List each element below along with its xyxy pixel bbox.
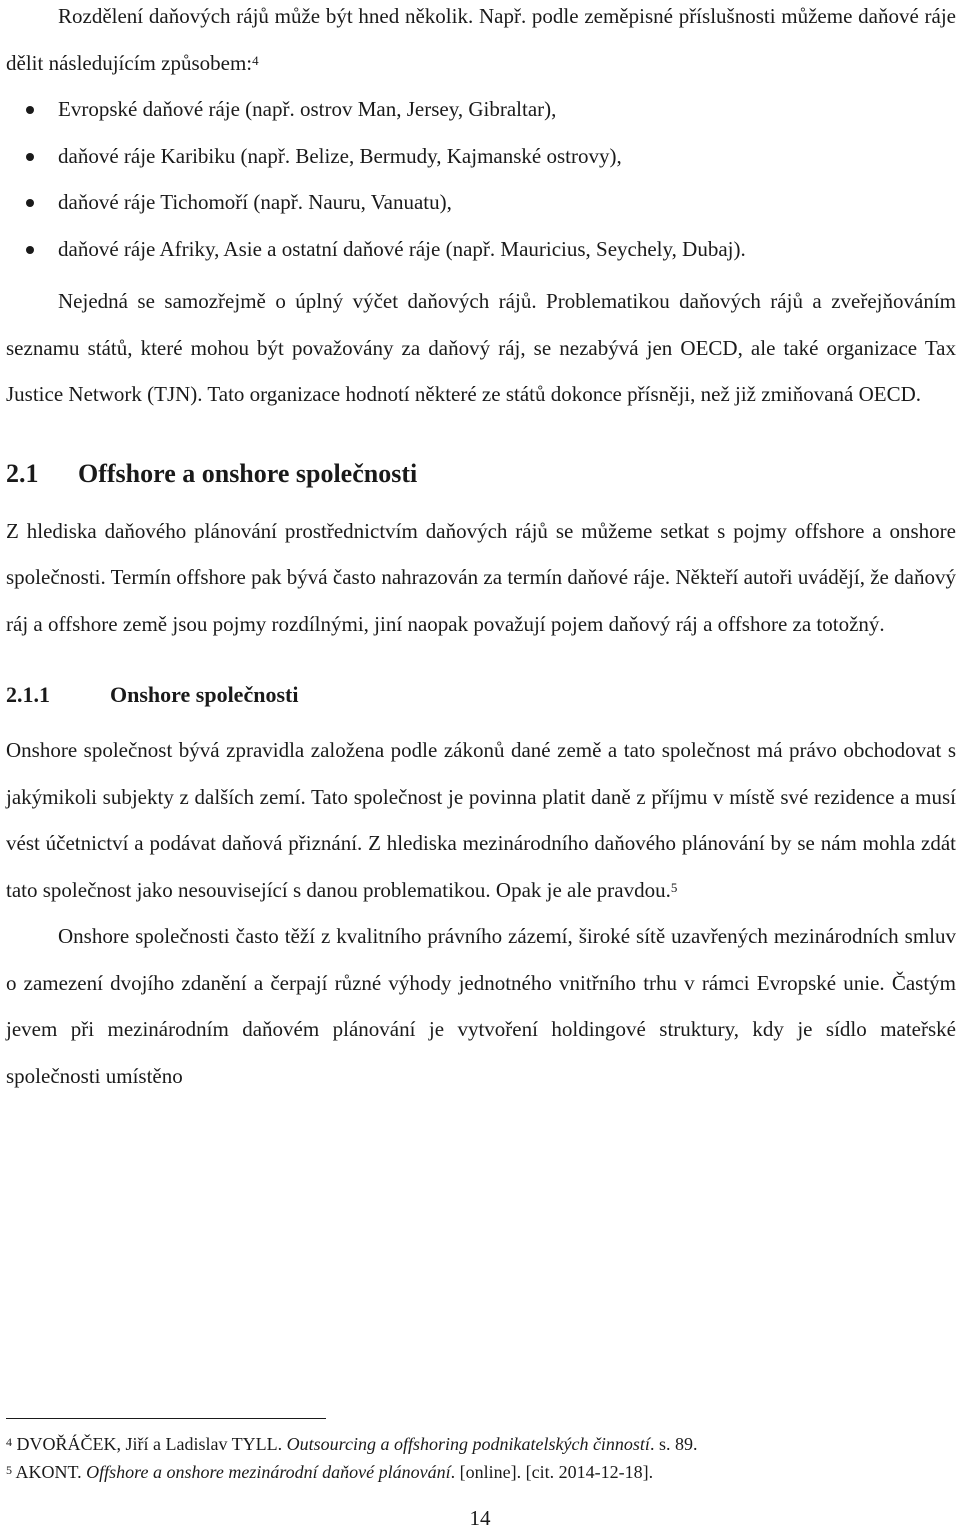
document-page [6,0,956,1099]
intro-paragraph [6,0,956,86]
list-item: Evropské daňové ráje (např. ostrov Man, Jersey, Gibraltar), [6,86,956,133]
list-followup-paragraph: Nejedná se samozřejmě o úplný výčet daňových rájů. Problematikou daňových rájů a zveřejňováním seznamu států, které mohou být považovány za daňový ráj, se nezabývá jen OECD, ale také organizace Tax Justice Network (TJN). Tato organizace hodnotí některé ze států dokonce přísněji, než již zmiňovaná OECD. [6,289,956,406]
list-item: daňové ráje Karibiku (např. Belize, Bermudy, Kajmanské ostrovy), [6,133,956,180]
bullet-icon [26,106,34,114]
page-number: 14 [469,1506,491,1530]
footnotes [6,1430,956,1486]
bullet-icon [26,153,34,161]
subsection-number: 2.1.1 [6,682,50,707]
section-paragraph: Z hlediska daňového plánování prostřednictvím daňových rájů se můžeme setkat s pojmy offshore a onshore společnosti. Termín offshore pak bývá často nahrazován za termín daňové ráje. Někteří autoři uvádějí, že daňový ráj a offshore země jsou pojmy rozdílnými, jiní naopak považují pojem daňový ráj a offshore za totožný. [6,518,956,636]
bullet-icon [26,246,34,254]
subsection-paragraph-1: Onshore společnost bývá zpravidla založena podle zákonů dané země a tato společnost má právo obchodovat s jakýmikoli subjekty z dalších zemí. Tato společnost je povinna platit daně z příjmu v místě své rezidence a musí vést účetnictví a podávat daňová přiznání. Z hlediska mezinárodního daňového plánování by se nám mohla zdát tato společnost jako nesouvisející s danou problematikou. Opak je ale pravdou.$^5$ [6,738,956,902]
footnote-divider [6,1418,326,1419]
subsection-heading [6,675,956,715]
footnote-ref-5[interactable]: 5 [670,879,678,895]
section-heading [6,454,956,494]
section-title: Offshore a onshore společnosti [78,458,418,488]
footnote-4: $^4$ DVOŘÁČEK, Jiří a Ladislav TYLL. Outsourcing a offshoring podnikatelských činností. s. 89. [6,1434,698,1454]
subsection-title: Onshore společnosti [110,682,299,707]
subsection-paragraph-2: Onshore společnosti často těží z kvalitního právního zázemí, široké sítě uzavřených mezinárodních smluv o zamezení dvojího zdanění a čerpají různé výhody jednotného vnitřního trhu v rámci Evropské unie. Častým jevem při mezinárodním daňovém plánování je vytvoření holdingové struktury, kdy je sídlo mateřské společnosti umístěno [6,924,956,1088]
list-item: daňové ráje Afriky, Asie a ostatní daňové ráje (např. Mauricius, Seychely, Dubaj). [6,226,956,273]
tax-haven-list [6,86,956,272]
bullet-icon [26,199,34,207]
list-item: daňové ráje Tichomoří (např. Nauru, Vanuatu), [6,179,956,226]
section-number: 2.1 [6,458,39,488]
footnote-5: $^5$ AKONT. Offshore a onshore mezinárodní daňové plánování. [online]. [cit. 2014-12-18]. [6,1462,654,1482]
footnote-ref-4[interactable]: 4 [252,52,259,68]
intro-text: Rozdělení daňových rájů může být hned několik. Např. podle zeměpisné příslušnosti můžeme daňové ráje dělit následujícím způsobem: [6,4,956,75]
